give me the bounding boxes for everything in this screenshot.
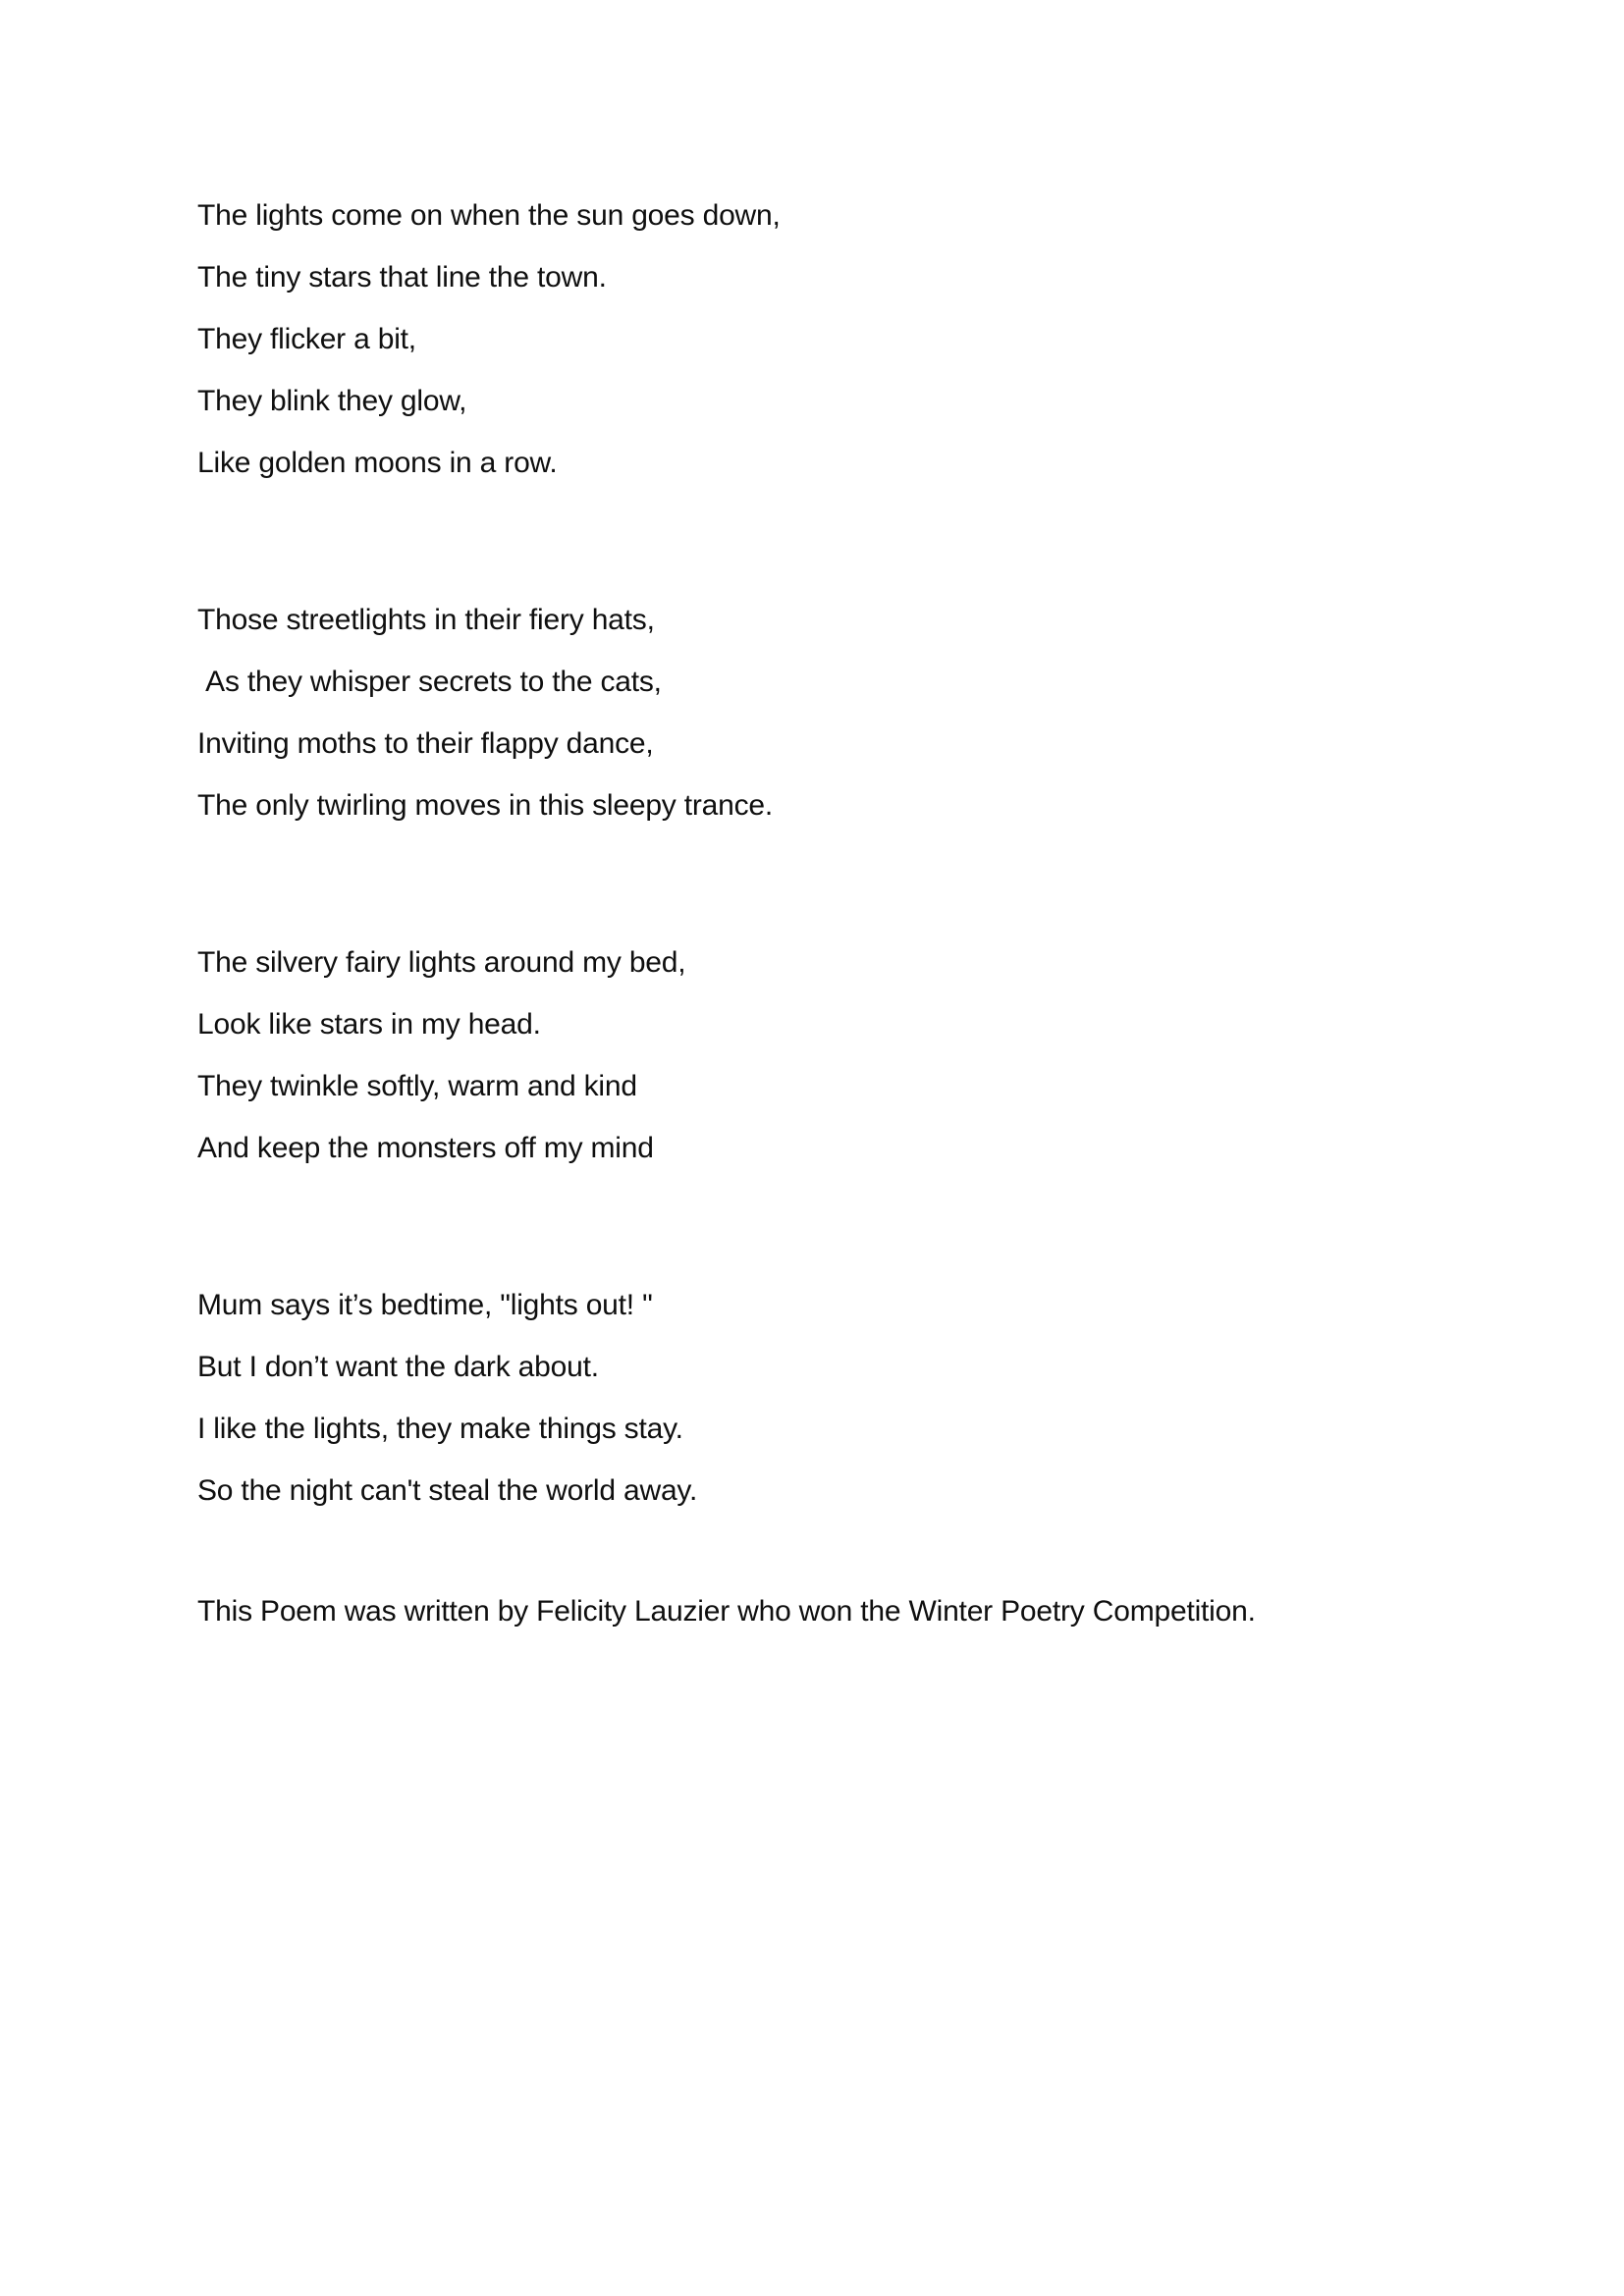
poem-line: They twinkle softly, warm and kind: [197, 1070, 637, 1102]
poem-line: I like the lights, they make things stay.: [197, 1413, 683, 1445]
poem-line: The silvery fairy lights around my bed,: [197, 946, 686, 979]
poem-line: The only twirling moves in this sleepy trance.: [197, 789, 774, 822]
poem-stanza-3: [197, 947, 1447, 1164]
poem-line: Look like stars in my head.: [197, 1008, 541, 1041]
poem-line: They blink they glow,: [197, 385, 467, 417]
poem-stanza-4: [197, 1290, 1447, 1507]
poem-line: The tiny stars that line the town.: [197, 261, 607, 294]
poem-line: But I don’t want the dark about.: [197, 1351, 599, 1383]
poem-line: And keep the monsters off my mind: [197, 1132, 654, 1164]
poem-stanza-1: [197, 200, 1447, 479]
poem-line: The lights come on when the sun goes down,: [197, 199, 781, 232]
poem-line: Inviting moths to their flappy dance,: [197, 727, 654, 760]
poem-line: Like golden moons in a row.: [197, 447, 558, 479]
poem-line: As they whisper secrets to the cats,: [197, 666, 662, 698]
poem-line: Mum says it’s bedtime, "lights out! ": [197, 1289, 653, 1321]
poem-stanza-2: [197, 605, 1447, 822]
poem-line: They flicker a bit,: [197, 323, 416, 355]
poem-line: Those streetlights in their fiery hats,: [197, 604, 655, 636]
poem-line: So the night can't steal the world away.: [197, 1474, 698, 1507]
poem-attribution: This Poem was written by Felicity Lauzier who won the Winter Poetry Competition.: [197, 1595, 1256, 1628]
